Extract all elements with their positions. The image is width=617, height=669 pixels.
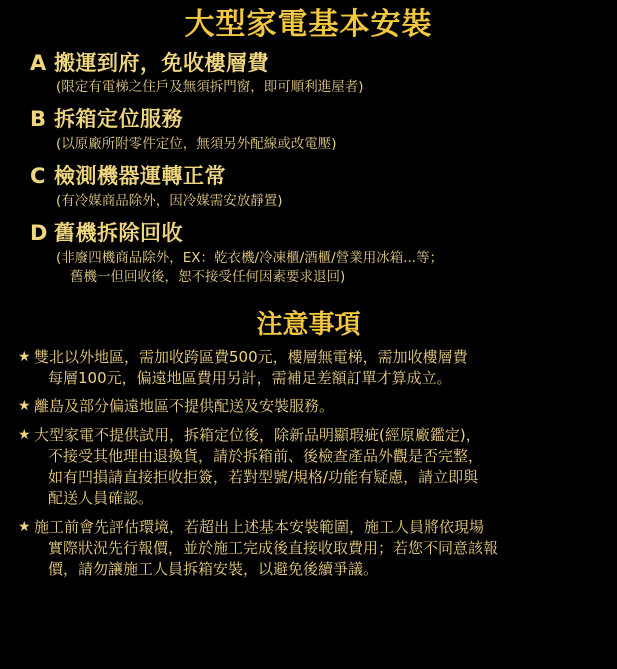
star-icon: ★ <box>18 426 31 443</box>
item-subtext: (限定有電梯之住戶及無須拆門窗，即可順利進屋者) <box>56 78 364 95</box>
note-text <box>34 396 609 417</box>
list-item <box>8 49 609 104</box>
notes-list <box>8 347 609 581</box>
note-line: 施工前會先評估環境，若超出上述基本安裝範圍，施工人員將依現場 <box>34 517 485 536</box>
page-title: 大型家電基本安裝 <box>184 7 433 42</box>
list-item <box>8 396 609 417</box>
list-item <box>8 162 609 217</box>
list-item <box>8 105 609 160</box>
note-line: 實際狀況先行報價，並於施工完成後直接收取費用；若您不同意該報 <box>48 539 499 558</box>
item-body <box>54 105 609 160</box>
item-subtext-line-2: 舊機一但回收後，恕不接受任何因素要求退回) <box>70 269 346 286</box>
item-letter: C <box>30 164 46 189</box>
note-line: 大型家電不提供試用，拆箱定位後，除新品明顯瑕疵(經原廠鑑定)， <box>34 425 481 444</box>
item-subtext <box>56 249 609 288</box>
item-letter: A <box>30 50 47 75</box>
note-text <box>34 517 609 581</box>
note-line: 配送人員確認。 <box>48 489 154 508</box>
item-heading: 舊機拆除回收 <box>54 221 183 246</box>
list-item <box>8 425 609 510</box>
note-line: 每層100元，偏遠地區費用另計，需補足差額訂單才算成立。 <box>48 368 452 387</box>
star-icon: ★ <box>18 518 31 535</box>
note-line: 如有凹損請直接拒收拒簽，若對型號/規格/功能有疑慮，請立即與 <box>48 468 479 487</box>
star-icon: ★ <box>18 348 31 365</box>
star-icon: ★ <box>18 398 31 415</box>
installation-info-page <box>0 8 617 669</box>
item-letter: D <box>30 221 48 246</box>
item-heading: 檢測機器運轉正常 <box>54 164 226 189</box>
note-line: 價，請勿讓施工人員拆箱安裝，以避免後續爭議。 <box>48 560 379 579</box>
list-item <box>8 517 609 581</box>
list-item <box>8 347 609 390</box>
note-text <box>34 347 609 390</box>
note-text <box>34 425 609 510</box>
note-line: 離島及部分偏遠地區不提供配送及安裝服務。 <box>34 397 335 416</box>
item-letter: B <box>30 107 47 132</box>
item-subtext-line: (非廢四機商品除外，EX：乾衣機/冷凍櫃/酒櫃/營業用冰箱...等； <box>56 249 444 266</box>
item-body <box>54 219 609 293</box>
notes-title: 注意事項 <box>256 309 361 340</box>
note-line: 不接受其他理由退換貨，請於拆箱前、後檢查產品外觀是否完整， <box>48 446 484 465</box>
item-heading: 搬運到府，免收樓層費 <box>54 50 269 75</box>
item-heading: 拆箱定位服務 <box>54 107 183 132</box>
list-item <box>8 219 609 293</box>
note-line: 雙北以外地區，需加收跨區費500元，樓層無電梯，需加收樓層費 <box>34 347 468 366</box>
item-body <box>54 162 609 217</box>
item-body <box>54 49 609 104</box>
item-subtext: (以原廠所附零件定位，無須另外配線或改電壓) <box>56 135 337 152</box>
item-subtext: (有冷媒商品除外，因冷媒需安放靜置) <box>56 192 283 209</box>
